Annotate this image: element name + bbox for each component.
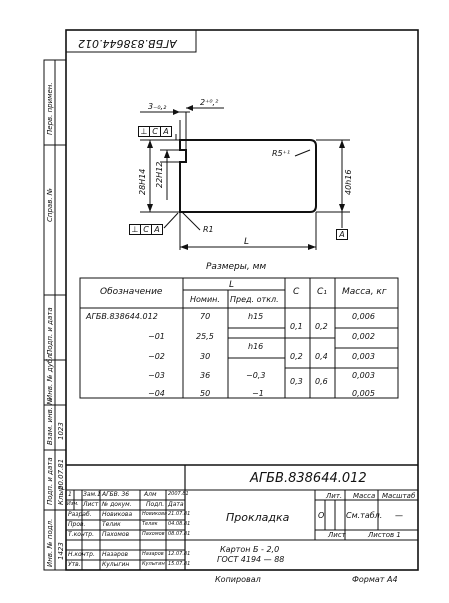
th-limit: Пред. откл. <box>230 295 279 304</box>
sheets-label: Листов 1 <box>368 531 401 539</box>
material-2: ГОСТ 4194 — 88 <box>217 555 285 564</box>
row-2-nominal: 30 <box>200 352 211 361</box>
role-sign: Телик <box>142 521 158 527</box>
lit-value: О <box>318 511 325 520</box>
th-l: L <box>229 280 235 290</box>
role-label: Пров. <box>68 521 86 528</box>
change-sign: Алм <box>144 491 157 498</box>
row-4-nominal: 50 <box>200 389 211 398</box>
scale-value: — <box>395 511 403 520</box>
mass-label: Масса <box>353 492 376 500</box>
row-0-mass: 0,006 <box>352 312 375 321</box>
role-name: Пахомов <box>102 531 130 538</box>
group-1-c1: 0,4 <box>315 352 328 361</box>
role-date: 08.07.81 <box>168 531 191 537</box>
label-perv-primen: Перв. примен. <box>46 82 54 135</box>
title-name: Прокладка <box>226 511 290 524</box>
inv-podl-value: 1423 <box>57 542 65 560</box>
hdr-izm: Изм. <box>67 501 79 507</box>
top-stamp: АГБВ.838644.012 <box>78 37 177 50</box>
dim-40: 40h16 <box>344 169 353 195</box>
tol-2-a: A <box>151 224 163 235</box>
hdr-doc: № докум. <box>102 501 132 508</box>
label-inv-podl: Инв. № подл. <box>46 518 54 567</box>
group-2-c1: 0,6 <box>315 377 328 386</box>
th-c: C <box>293 287 300 297</box>
row-0-designation: АГБВ.838644.012 <box>86 312 158 321</box>
role-name: Назаров <box>102 551 129 558</box>
dim-l: L <box>244 237 250 247</box>
tol-2-symbol: ⊥ <box>129 224 141 235</box>
row-3-designation: −03 <box>148 371 165 380</box>
th-nominal: Номин. <box>190 295 220 304</box>
row-3-nominal: 36 <box>200 371 211 380</box>
row-3-mass: 0,003 <box>352 371 375 380</box>
dim-28: 28H14 <box>138 168 147 195</box>
lit-label: Лит. <box>326 492 343 500</box>
datum-a: A <box>336 229 348 240</box>
change-date: 2007.81 <box>168 491 189 497</box>
role-date: 15.07.81 <box>168 561 191 567</box>
hdr-date: Дата <box>168 501 184 508</box>
group-1-c: 0,2 <box>290 352 303 361</box>
footer-format: Формат А4 <box>352 575 398 584</box>
group-0-c1: 0,2 <box>315 322 328 331</box>
role-sign: Назаров <box>142 551 164 557</box>
hdr-sign: Подп. <box>146 501 165 508</box>
role-label: Разраб. <box>68 511 92 518</box>
row-0-nominal: 70 <box>200 312 211 321</box>
th-mass: Масса, кг <box>342 287 387 297</box>
role-date: 12.07.81 <box>168 551 191 557</box>
change-sheet: Зам.1 <box>83 491 101 498</box>
label-inv-dubl: Инв. № дубл. <box>46 352 54 400</box>
scale-label: Масштаб <box>382 492 416 500</box>
footer-copied: Копировал <box>215 575 261 584</box>
row-0-limit: h15 <box>248 312 264 321</box>
label-podp-data-1: Подп. и дата <box>46 307 54 355</box>
role-sign: Пахомов <box>142 531 165 537</box>
row-1-nominal: 25,5 <box>196 332 214 341</box>
row-2-limit: h16 <box>248 342 264 351</box>
row-1-designation: −01 <box>148 332 165 341</box>
dim-r5: R5⁺¹ <box>272 149 291 158</box>
row-4-mass: 0,005 <box>352 389 375 398</box>
label-podp-data-2: Подп. и дата <box>46 457 54 505</box>
row-3-limit: −0,3 <box>246 371 266 380</box>
vzam-inv-value: 1023 <box>57 422 65 440</box>
row-2-mass: 0,003 <box>352 352 375 361</box>
label-sprav-no: Справ. № <box>46 187 54 222</box>
label-vzam-inv: Взам. инв. № <box>46 397 54 445</box>
change-num: 1 <box>68 491 72 498</box>
hdr-list: Лист <box>83 501 99 508</box>
role-sign: Новикова <box>142 511 168 517</box>
tol-2-c: C <box>140 224 152 235</box>
podp-date-value: 20.07.81 <box>57 458 65 490</box>
mass-value: См.табл. <box>346 511 383 520</box>
change-doc: АГБВ. 36 <box>102 491 130 498</box>
material-1: Картон Б - 2,0 <box>220 545 280 554</box>
row-2-designation: −02 <box>148 352 165 361</box>
row-1-mass: 0,002 <box>352 332 375 341</box>
row-4-designation: −04 <box>148 389 165 398</box>
group-2-c: 0,3 <box>290 377 303 386</box>
dim-r1: R1 <box>203 225 214 234</box>
role-name: Телик <box>102 521 121 528</box>
tol-1-a: A <box>160 126 172 137</box>
role-name: Новикова <box>102 511 133 518</box>
role-name: Кулыгин <box>102 561 130 568</box>
role-label: Т.контр. <box>68 531 95 538</box>
role-sign: Кулыгин <box>142 561 165 567</box>
group-0-c: 0,1 <box>290 322 303 331</box>
podp-sign: Клыр <box>57 485 65 505</box>
th-designation: Обозначение <box>100 287 163 297</box>
tol-1-c: C <box>149 126 161 137</box>
role-label: Утв. <box>68 561 81 568</box>
dim-22: 22H12 <box>155 161 164 188</box>
row-4-limit: −1 <box>252 389 264 398</box>
th-c1: C₁ <box>317 287 327 297</box>
role-label: Н.контр. <box>68 551 95 558</box>
dim-2: 2⁺⁰,² <box>200 98 219 107</box>
table-caption: Размеры, мм <box>206 262 267 272</box>
role-date: 04.08.81 <box>168 521 191 527</box>
sheet-label: Лист <box>328 531 346 539</box>
tol-1-symbol: ⊥ <box>138 126 150 137</box>
role-date: 21.07.81 <box>168 511 191 517</box>
dim-3: 3₋₀,₂ <box>148 102 167 111</box>
title-designation: АГБВ.838644.012 <box>250 471 367 486</box>
